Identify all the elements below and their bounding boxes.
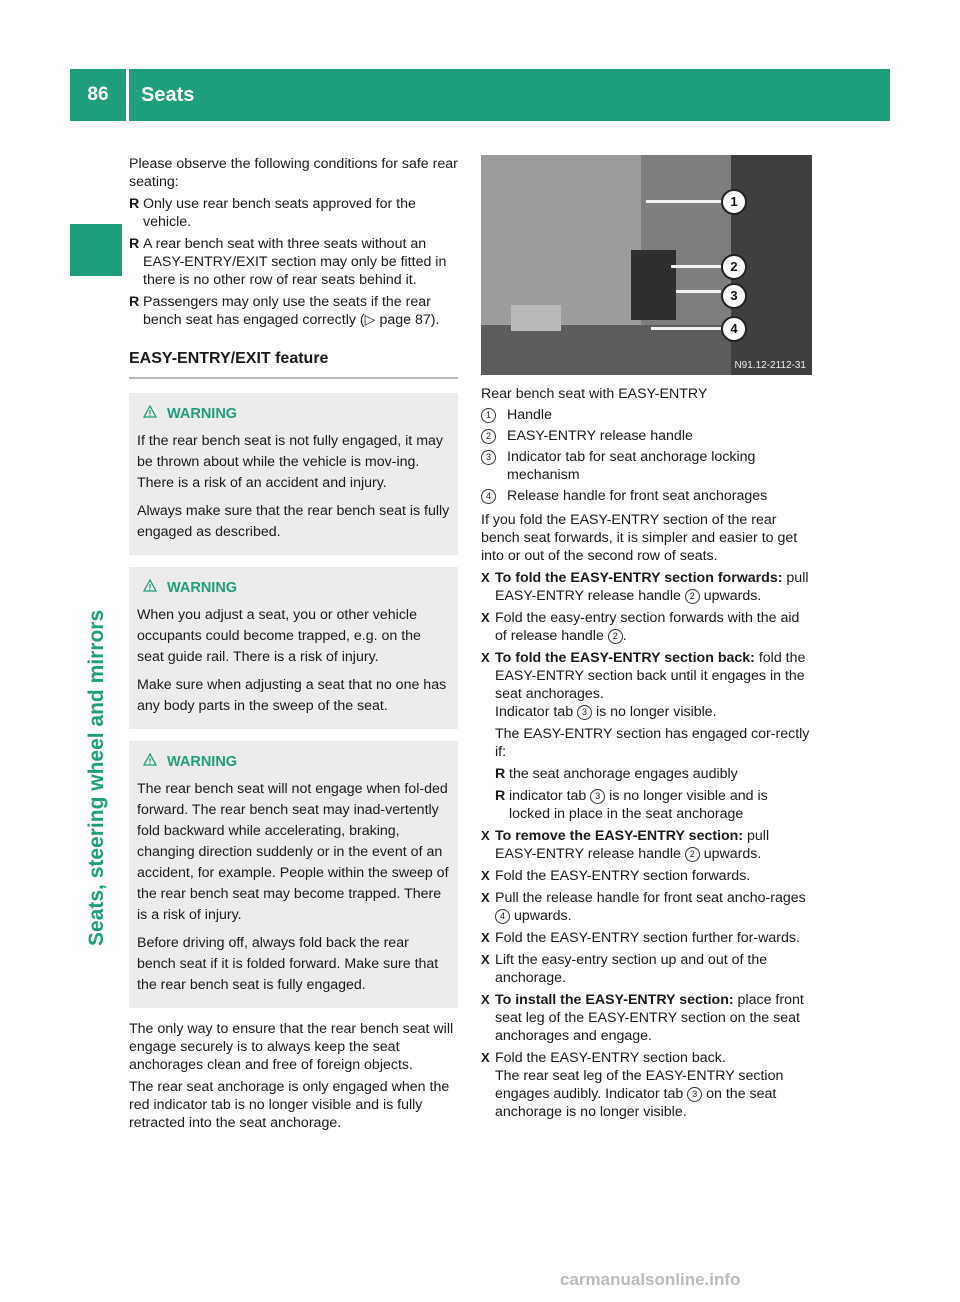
- step: X Lift the easy-entry section up and out of the anchorage.: [481, 952, 768, 986]
- step: X To remove the EASY-ENTRY section: pull EASY-ENTRY release handle 2 upwards.: [481, 828, 770, 862]
- legend-item: 1 Handle: [481, 406, 812, 424]
- conditions-list: [129, 195, 458, 329]
- warning-text: Make sure when adjusting a seat that no one has any body parts in the sweep of the seat.: [137, 677, 447, 714]
- procedure-intro: If you fold the EASY-ENTRY section of the rear bench seat forwards, it is simpler and easier to get into or out of the second row of seats.: [481, 512, 798, 564]
- image-caption: Rear bench seat with EASY-ENTRY: [481, 386, 708, 402]
- step: X Fold the EASY-ENTRY section further for-wards.: [481, 930, 800, 946]
- warning-triangle-icon: [143, 579, 157, 597]
- step: X Fold the easy-entry section forwards with the aid of release handle 2 .: [481, 610, 800, 644]
- callout-3: 3: [721, 283, 747, 309]
- list-item: R A rear bench seat with three seats without an EASY-ENTRY/EXIT section may only be fitted in there is no other row of rear seats behind it.: [129, 236, 447, 288]
- chapter-marker: [70, 224, 122, 276]
- warning-title: WARNING: [137, 753, 450, 771]
- list-item: R Only use rear bench seats approved for the vehicle.: [129, 196, 416, 230]
- step: X To fold the EASY-ENTRY section forwards: pull EASY-ENTRY release handle 2 upwards.: [481, 570, 809, 604]
- legend-item: 4 Release handle for front seat anchorages: [481, 487, 812, 505]
- header-divider: [126, 69, 129, 121]
- intro-text: Please observe the following conditions for safe rear seating:: [129, 156, 458, 190]
- warning-box: [129, 741, 458, 1008]
- left-column: [129, 155, 458, 1136]
- list-item: R the seat anchorage engages audibly: [495, 766, 738, 782]
- warning-triangle-icon: [143, 753, 157, 771]
- procedure-steps: [481, 569, 812, 1121]
- warning-text: When you adjust a seat, you or other vehicle occupants could become trapped, e.g. on the seat guide rail. There is a risk of injury.: [137, 607, 421, 665]
- callout-4: 4: [721, 316, 747, 342]
- section-heading: EASY-ENTRY/EXIT feature: [129, 349, 458, 379]
- warning-text: Before driving off, always fold back the rear bench seat if it is folded forward. Make sure that the rear bench seat is fully engaged.: [137, 935, 439, 993]
- list-item: R indicator tab 3 is no longer visible and is locked in place in the seat anchorage: [495, 788, 768, 822]
- warning-text: If the rear bench seat is not fully engaged, it may be thrown about while the vehicle is mov-ing. There is a risk of an accident and injury.: [137, 433, 443, 491]
- warning-text: The rear bench seat will not engage when fol-ded forward. The rear bench seat may inad-vertently fold backward while accelerating, braking, changing direction suddenly or in the event of an accident, for example. People within the sweep of the rear bench seat may become trapped. There is a risk of injury.: [137, 781, 449, 923]
- legend-item: 2 EASY-ENTRY release handle: [481, 427, 812, 445]
- warning-title: WARNING: [137, 579, 450, 597]
- watermark: carmanualsonline.info: [560, 1270, 741, 1289]
- step: X Fold the EASY-ENTRY section forwards.: [481, 868, 751, 884]
- step: X Pull the release handle for front seat ancho-rages 4 upwards.: [481, 890, 806, 924]
- step: X Fold the EASY-ENTRY section back. The rear seat leg of the EASY-ENTRY section engages audibly. Indicator tab 3 on the seat anchorage is no longer visible.: [481, 1050, 784, 1120]
- legend-item: 3 Indicator tab for seat anchorage locking mechanism: [481, 448, 812, 484]
- warning-title: WARNING: [137, 405, 450, 423]
- step: X To install the EASY-ENTRY section: place front seat leg of the EASY-ENTRY section on the seat anchorages and engage.: [481, 992, 804, 1044]
- page-title: Seats: [141, 84, 195, 106]
- closing-text: The only way to ensure that the rear bench seat will engage securely is to always keep the seat anchorages clean and free of foreign objects.: [129, 1021, 454, 1073]
- image-code: N91.12-2112-31: [734, 360, 806, 371]
- list-item: R Passengers may only use the seats if the rear bench seat has engaged correctly (▷ page 87).: [129, 294, 440, 328]
- warning-triangle-icon: [143, 405, 157, 423]
- chapter-title: Seats, steering wheel and mirrors: [85, 609, 108, 946]
- seat-photo: [481, 155, 812, 375]
- closing-text: The rear seat anchorage is only engaged when the red indicator tab is no longer visible and is fully retracted into the seat anchorage.: [129, 1079, 450, 1131]
- callout-1: 1: [721, 189, 747, 215]
- warning-box: [129, 567, 458, 729]
- warning-text: Always make sure that the rear bench seat is fully engaged as described.: [137, 503, 450, 540]
- right-column: [481, 155, 812, 1125]
- warning-box: [129, 393, 458, 555]
- page-number: 86: [87, 84, 109, 105]
- step: X To fold the EASY-ENTRY section back: fold the EASY-ENTRY section back until it engages in the seat anchorages. Indicator tab 3 is no longer visible. The EASY-ENTRY section has engaged cor-rectly if: R the seat anchorage engages audibly R indicator tab 3 is no longer visible and is locked in place in the seat anchorage: [481, 649, 812, 823]
- callout-2: 2: [721, 254, 747, 280]
